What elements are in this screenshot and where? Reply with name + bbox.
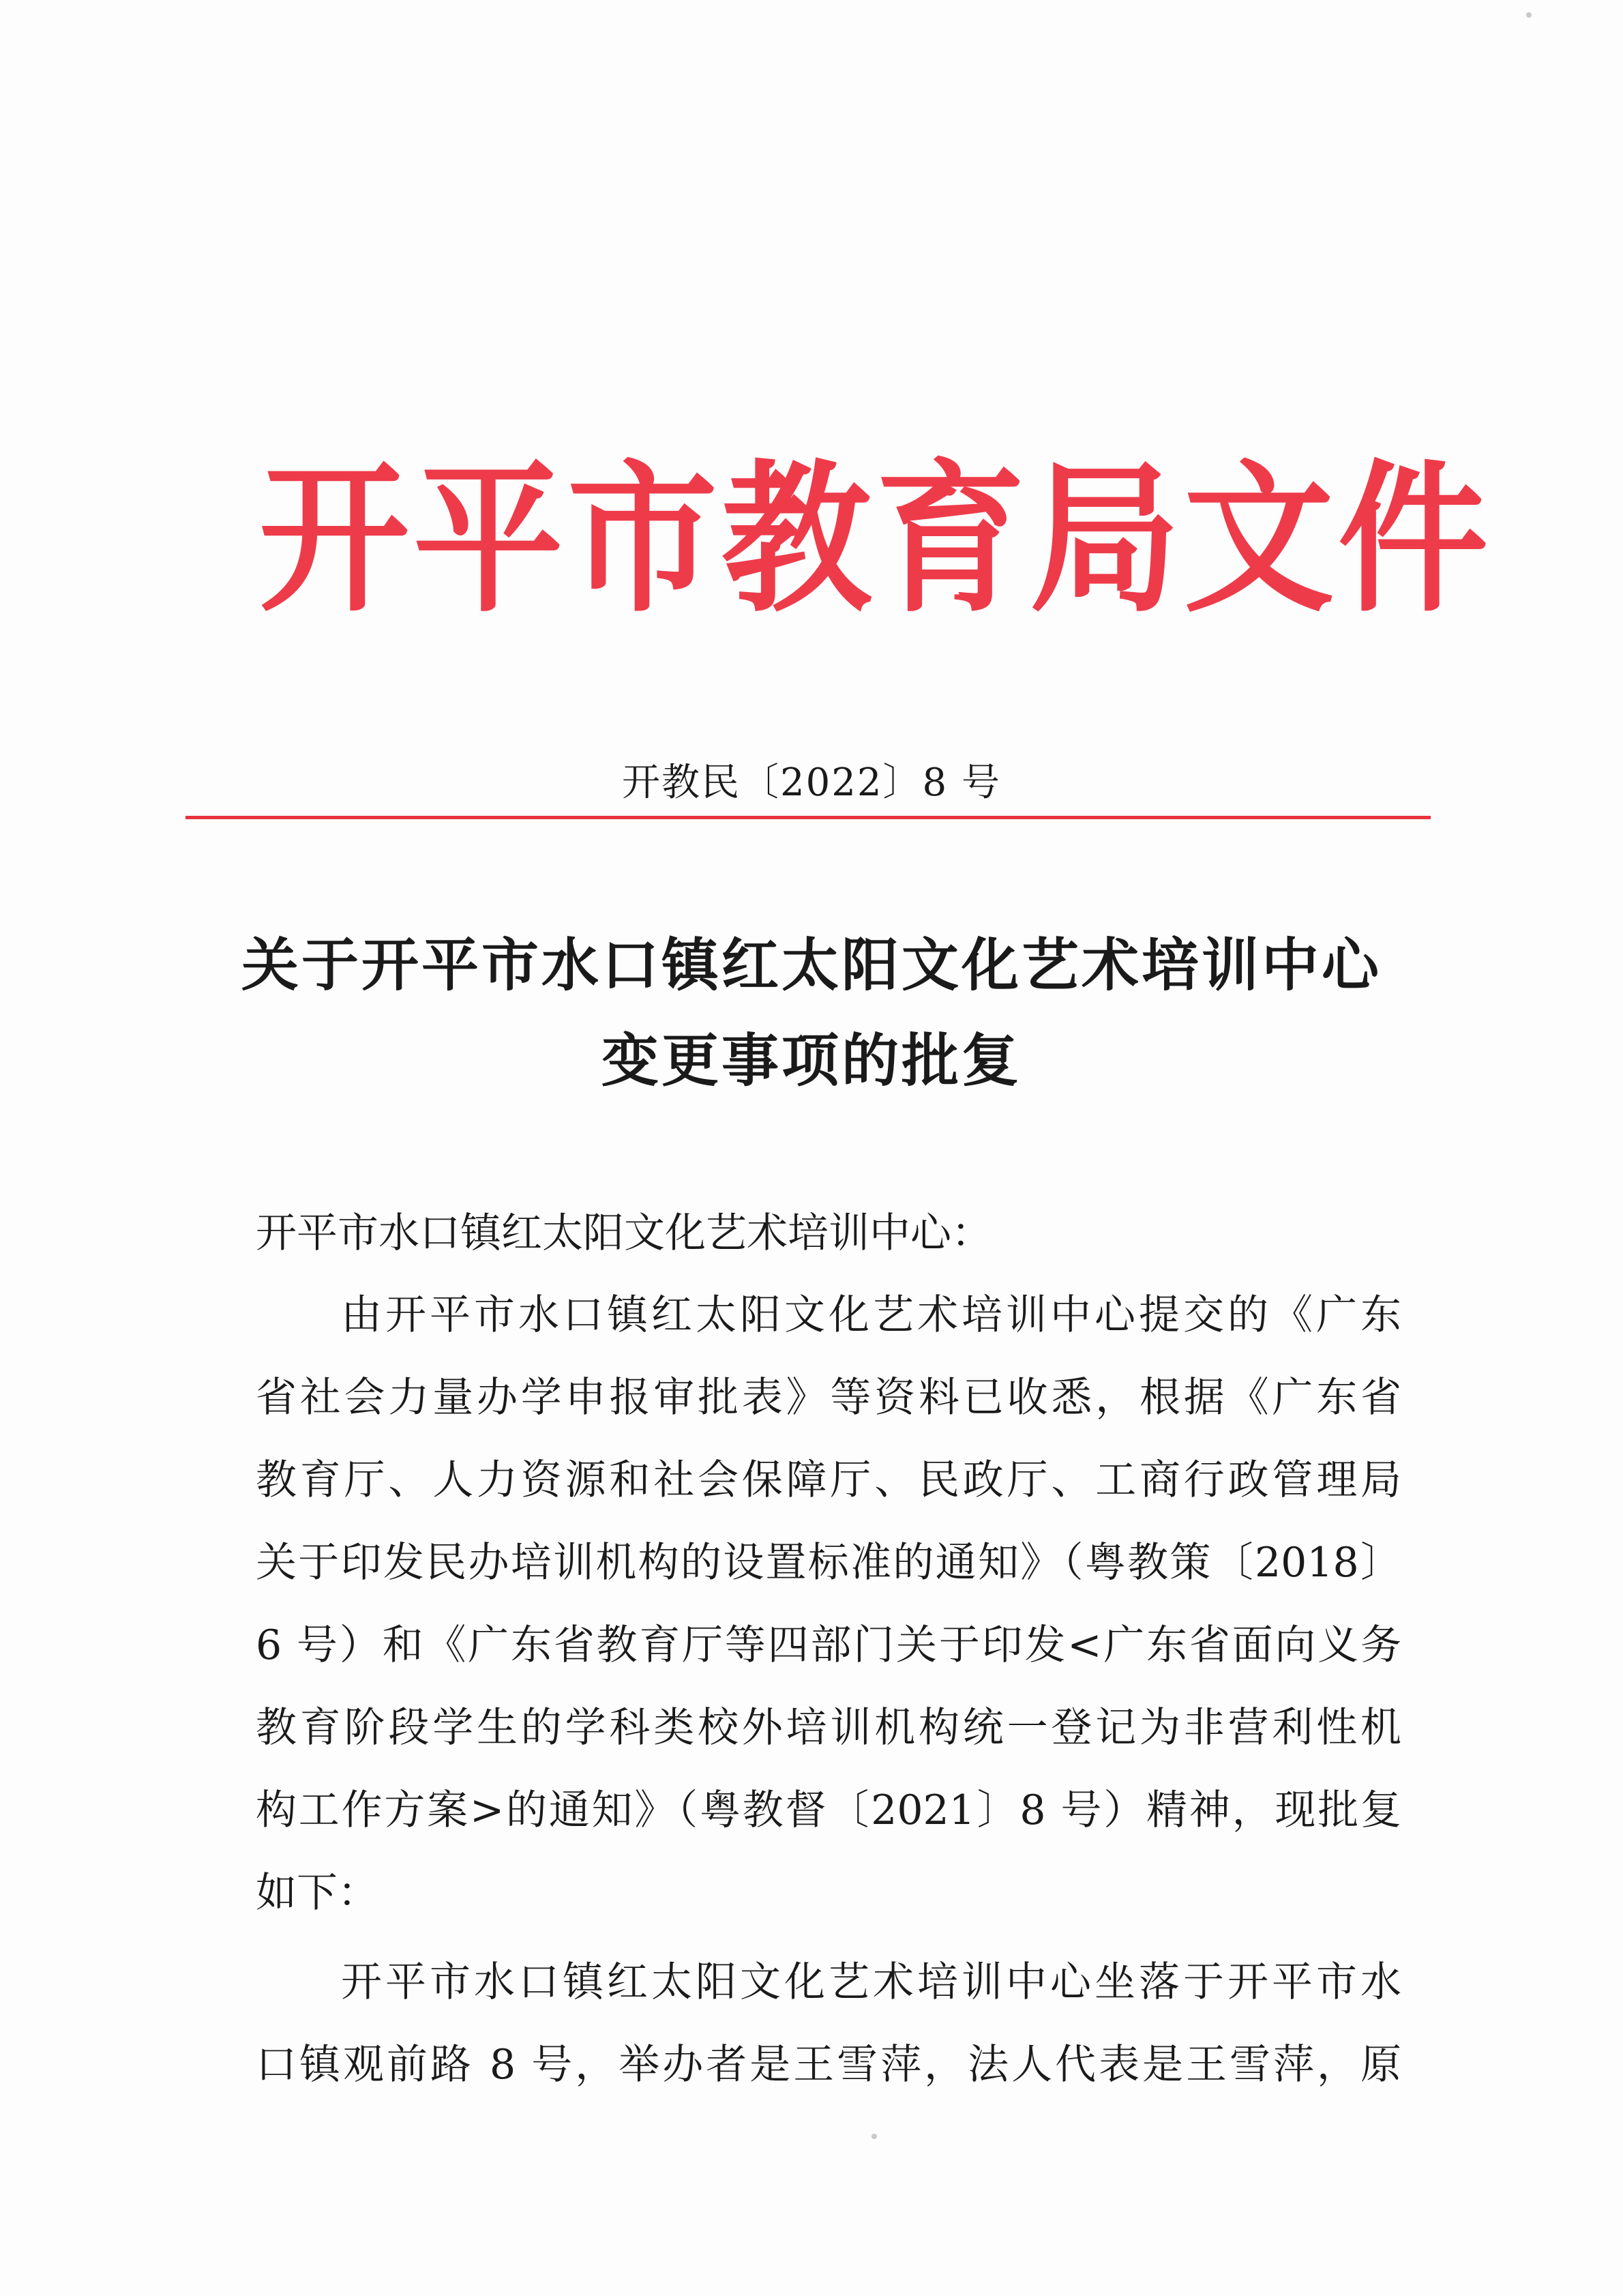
- paragraph1-line: 6 号）和《广东省教育厅等四部门关于印发<广东省面向义务: [256, 1621, 1401, 1669]
- paragraph1-line: 关于印发民办培训机构的设置标准的通知》（粤教策〔2018〕: [256, 1539, 1401, 1587]
- paragraph2-line: 口镇观前路 8 号，举办者是王雪萍，法人代表是王雪萍，原: [256, 2041, 1401, 2089]
- issuing-authority-header: 开平市教育局文件: [259, 445, 1493, 634]
- scan-speck: [1526, 12, 1532, 18]
- paragraph1-line: 由开平市水口镇红太阳文化艺术培训中心提交的《广东: [341, 1291, 1401, 1339]
- paragraph1-line: 教育阶段学生的学科类校外培训机构统一登记为非营利性机: [256, 1704, 1401, 1752]
- paragraph1-line: 教育厅、人力资源和社会保障厅、民政厅、工商行政管理局: [256, 1456, 1401, 1504]
- paragraph1-line: 构工作方案>的通知》（粤教督〔2021〕8 号）精神，现批复: [256, 1786, 1401, 1834]
- salutation: 开平市水口镇红太阳文化艺术培训中心：: [256, 1209, 992, 1257]
- document-number: 开教民〔2022〕8 号: [622, 761, 1001, 805]
- paragraph2-line: 开平市水口镇红太阳文化艺术培训中心坐落于开平市水: [341, 1958, 1401, 2006]
- scan-speck: [872, 2134, 877, 2139]
- paragraph1-line: 省社会力量办学申报审批表》等资料已收悉，根据《广东省: [256, 1374, 1401, 1422]
- red-separator-line: [185, 816, 1431, 819]
- document-title-line-1: 关于开平市水口镇红太阳文化艺术培训中心: [241, 931, 1382, 999]
- document-title-line-2: 变更事项的批复: [601, 1027, 1022, 1094]
- paragraph1-line: 如下：: [256, 1869, 378, 1917]
